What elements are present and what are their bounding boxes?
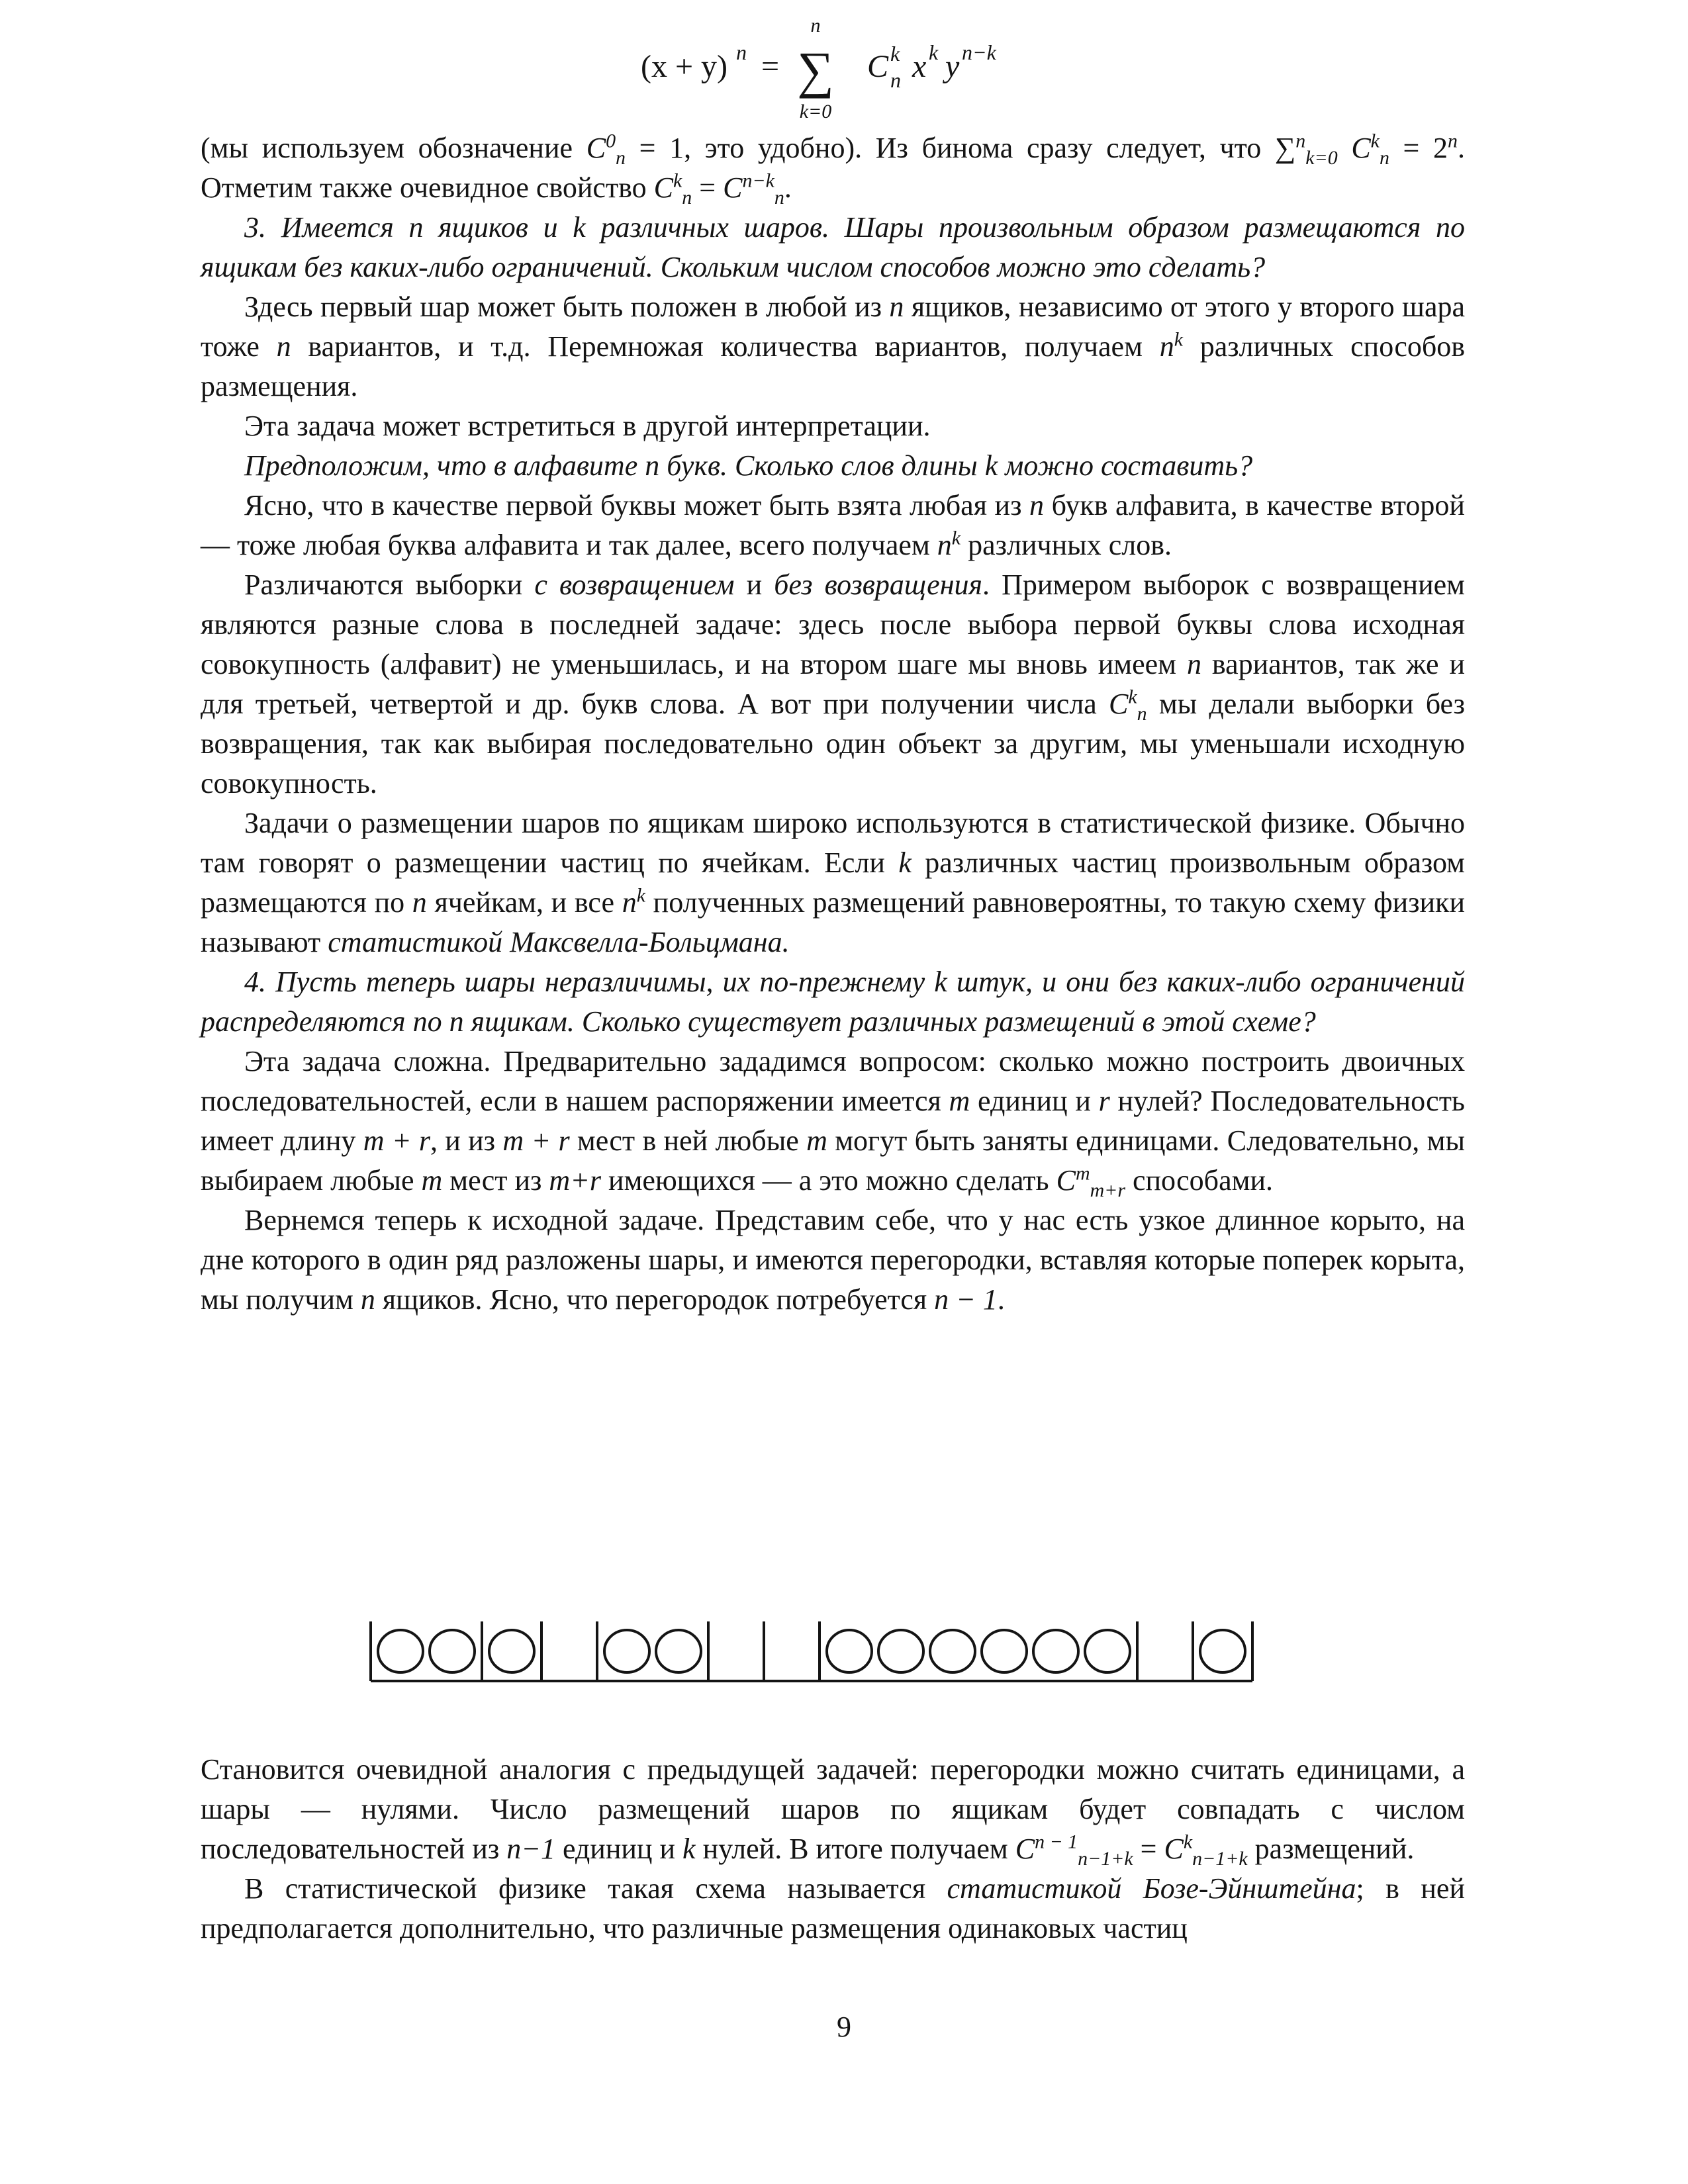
page-number: 9 (837, 2011, 851, 2043)
ball (489, 1630, 534, 1672)
problem-3-statement: 3. Имеется n ящиков и k различных шаров. Шары произвольным образом размещаются по ящикам без каких-либо ограничений. Скольким числом способов можно это сделать? (201, 211, 1465, 283)
formula-lhs-exponent: n (736, 40, 747, 64)
paragraph: (мы используем обозначение $C^0_n = 1$, это удобно). Из бинома сразу следует, что ∑$^n_{k=0}$ $C^k_n = 2^n$. Отметим также очевидное свойство $C^k_n = C^{n-k}_n$. (201, 130, 1465, 208)
formula-lhs: (x + y) (641, 49, 728, 84)
paragraph: Эта задача может встретиться в другой интерпретации. (244, 410, 931, 442)
paragraph: Задачи о размещении шаров по ящикам широко используются в статистической физике. Обычно там говорят о размещении частиц по ячейкам. Если k различных частиц произвольным образом размещаются по n ячейкам, и все $n^k$ полученных размещений равновероятны, то такую схему физики называют статистикой Максвелла-Больцмана. (201, 807, 1465, 958)
formula-x-exp: k (929, 40, 939, 64)
text-block-lower (201, 1750, 1465, 1948)
formula-c-sub: n (890, 68, 901, 92)
ball (430, 1630, 475, 1672)
balls-and-partitions-diagram (357, 1615, 1291, 1694)
paragraph: Ясно, что в качестве первой буквы может быть взята любая из n букв алфавита, в качестве второй — тоже любая буква алфавита и так далее, всего получаем $n^k$ различных слов. (201, 489, 1465, 561)
ball (878, 1630, 923, 1672)
paragraph: Различаются выборки с возвращением и без возвращения. Примером выборок с возвращением являются разные слова в последней задаче: здесь после выбора первой буквы слова исходная совокупность (алфавит) не уменьшилась, и на втором шаге мы вновь имеем n вариантов, так же и для третьей, четвертой и др. букв слова. А вот при получении числа $C^k_n$ мы делали выборки без возвращения, так как выбирая последовательно один объект за другим, мы уменьшали исходную совокупность. (201, 569, 1465, 799)
sum-sign: ∑ (797, 41, 834, 99)
ball (656, 1630, 701, 1672)
problem-alphabet-statement: Предположим, что в алфавите n букв. Сколько слов длины k можно составить? (244, 449, 1253, 482)
ball (1085, 1630, 1130, 1672)
problem-4-statement: 4. Пусть теперь шары неразличимы, их по-прежнему k штук, и они без каких-либо ограничений распределяются по n ящикам. Сколько существует различных размещений в этой схеме? (201, 966, 1465, 1038)
ball (604, 1630, 649, 1672)
ball (930, 1630, 975, 1672)
paragraph: В статистической физике такая схема называется статистикой Бозе-Эйнштейна; в ней предполагается дополнительно, что различные размещения одинаковых частиц (201, 1872, 1466, 1944)
ball (827, 1630, 872, 1672)
formula-y-exp: n−k (962, 40, 996, 64)
paragraph: Становится очевидной аналогия с предыдущей задачей: перегородки можно считать единицами, а шары — нулями. Число размещений шаров по ящикам будет совпадать с числом последовательностей из n−1 единиц и k нулей. В итоге получаем $C^{n - 1}_{n-1+k} = C^k_{n-1+k}$ размещений. (201, 1753, 1465, 1870)
sum-upper-limit: n (810, 15, 821, 36)
binomial-formula (0, 5, 1688, 131)
formula-equals: = (761, 49, 780, 84)
ball (1033, 1630, 1078, 1672)
text-block-upper (201, 128, 1465, 1320)
paragraph: Эта задача сложна. Предварительно зададимся вопросом: сколько можно построить двоичных последовательностей, если в нашем распоряжении имеется m единиц и r нулей? Последовательность имеет длину m + r, и из m + r мест в ней любые m могут быть заняты единицами. Следовательно, мы выбираем любые m мест из m+r имеющихся — а это можно сделать $C^m_{m+r}$ способами. (201, 1045, 1466, 1201)
formula-c-sup: k (890, 42, 900, 66)
paragraph: Здесь первый шар может быть положен в любой из n ящиков, независимо от этого у второго шара тоже n вариантов, и т.д. Перемножая количества вариантов, получаем $n^k$ различных способов размещения. (201, 291, 1466, 402)
formula-x: x (912, 49, 927, 84)
sum-lower-limit: k=0 (799, 101, 832, 122)
ball (378, 1630, 423, 1672)
ball (1200, 1630, 1245, 1672)
formula-y: y (945, 49, 960, 84)
paragraph: Вернемся теперь к исходной задаче. Представим себе, что у нас есть узкое длинное корыто, на дне которого в один ряд разложены шары, и имеются перегородки, вставляя которые поперек корыта, мы получим n ящиков. Ясно, что перегородок потребуется n − 1. (201, 1204, 1465, 1316)
ball (982, 1630, 1027, 1672)
formula-c: C (867, 49, 889, 84)
